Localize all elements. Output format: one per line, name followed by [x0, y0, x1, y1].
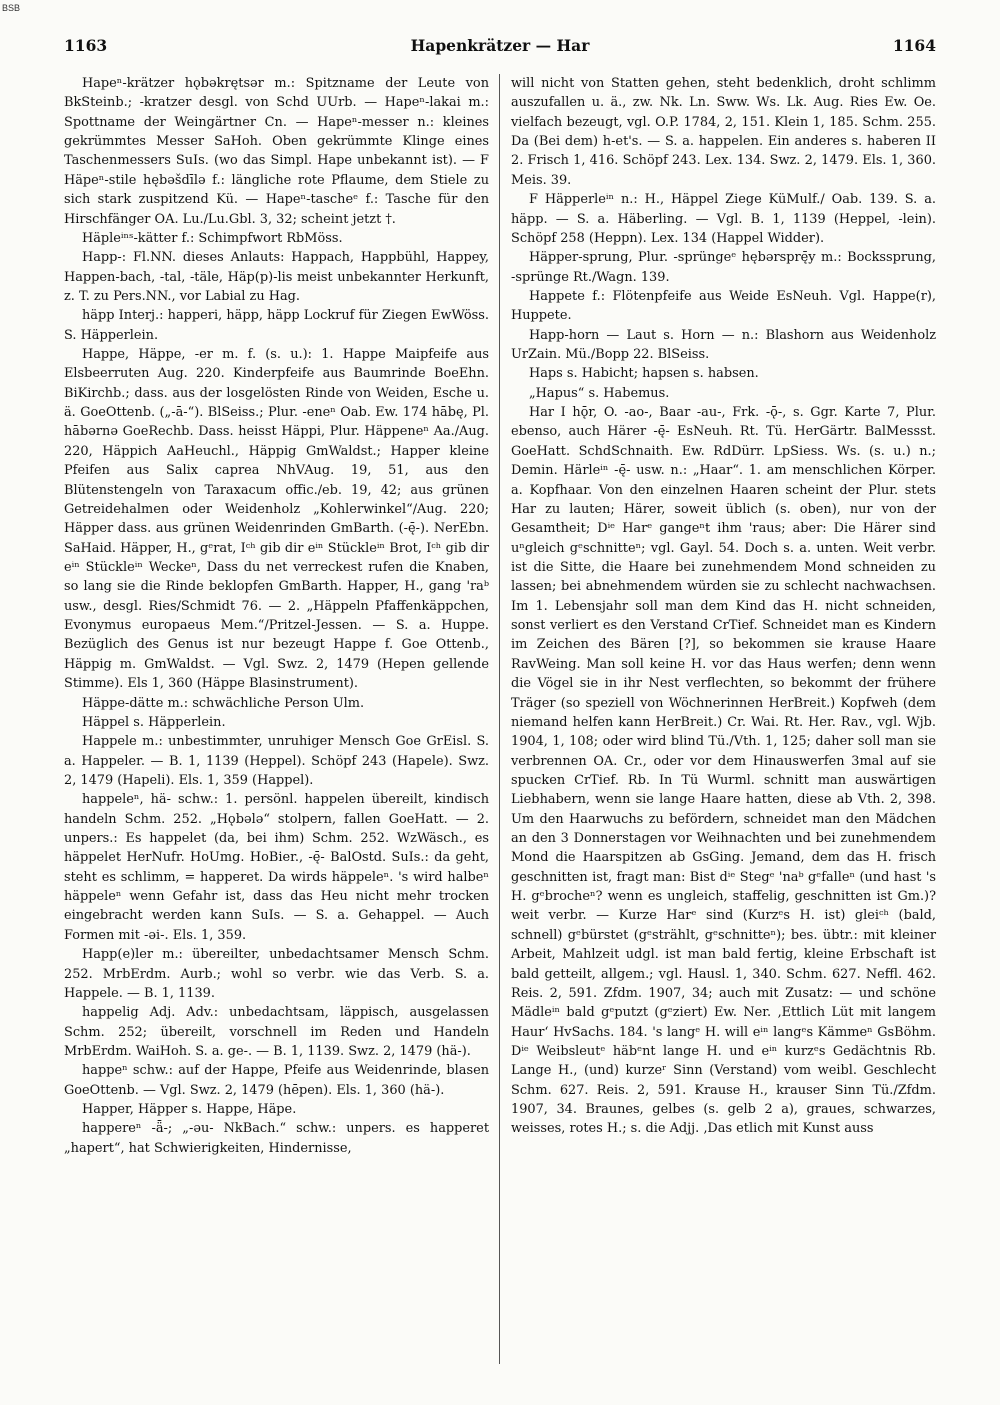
- entry-happ-horn: Happ-horn — Laut s. Horn — n.: Blashorn aus Weidenholz UrZain. Mü./Bopp 22. BlSeiss.: [511, 327, 936, 363]
- entry-har: Har I hǭr, O. -ao-, Baar -au-, Frk. -ǭ-, s. Ggr. Karte 7, Plur. ebenso, auch Härer -ę̄- EsNeuh. Rt. Tü. HerGärtr. BalMessst. GoeHatt. SchdSchnaith. Ew. RdDürr. LpSiess. Ws. (s. u.) n.; Demin. Härleⁱⁿ -ę̄- usw. n.: „Haar“. 1. am menschlichen Körper. a. Kopfhaar. Von den einzelnen Haaren scheint der Plur. stets Har zu lauten; Härer, soweit üblich (s. oben), nur von der Gesamtheit; Dⁱᵉ Harᵉ gangeⁿt ihm 'raus; aber: Die Härer sind uⁿgleich gᵉschnitteⁿ; vgl. Gayl. 54. Doch s. a. unten. Weit verbr. ist die Sitte, die Haare bei zunehmendem Mond schneiden zu lassen; bei abnehmendem würden sie zu schlecht nachwachsen. Im 1. Lebensjahr soll man dem Kind das H. nicht schneiden, sonst verliert es den Verstand CrTief. Schneidet man es Kindern im Zeichen des Bären [?], so bekommen sie krause Haare RavWeing. Man soll keine H. vor das Haus werfen; denn wenn die Vögel sie in ihr Nest verflechten, so bekommt der frühere Träger (so speziell von Wöchnerinnen HerBreit.) Kopfweh (dem niemand helfen kann HerBreit.) Cr. Wai. Rt. Her. Rav., vgl. Wjb. 1904, 1, 108; oder wird blind Tü./Vth. 1, 125; daher soll man sie verbrennen OA. Cr., oder vor dem Hinauswerfen 3mal auf sie spucken CrTief. Rb. In Tü Wurml. schnitt man auswärtigen Liebhabern, wenn sie lange Haare hatten, diese ab Vth. 2, 398. Um den Haarwuchs zu befördern, schneidet man den Mädchen an den 3 Donnerstagen vor Weihnachten und bei zunehmendem Mond die Haarspitzen ab GsGing. Jemand, dem das H. frisch geschnitten ist, fragt man: Bist dⁱᵉ Stegᵉ 'naᵇ gᵉfalleⁿ (und hast 's H. gᵉbrocheⁿ? wenn es ungleich, staffelig, geschnitten ist Gm.)? weit verbr. — Kurze Harᵉ sind (Kurzᵉs H. ist) gleiᶜʰ (bald, schnell) gᵉbürstet (gᵉstrählt, gᵉschnitteⁿ); bes. übtr.: mit kleiner Arbeit, Mahlzeit udgl. ist man bald fertig, kleine Erbschaft ist bald getteilt, allgem.; vgl. Hausl. 1, 340. Schm. 627. Neffl. 462. Reis. 2, 591. Zfdm. 1907, 34; auch mit Zusatz: — und schöne Mädleⁱⁿ bald gᵉputzt (gᵉziert) Ew. Ner. ‚Ettlich Lüt mit langem Haur‘ HvSachs. 184. 's langᵉ H. will eⁱⁿ langᵉs Kämmeⁿ GsBöhm. Dⁱᵉ Weibsleutᵉ häbᵉnt lange H. und eⁱⁿ kurzᵉs Gedächtnis Rb. Lange H., (und) kurzeʳ Sinn (Verstand) vom weibl. Geschlecht Schm. 627. Reis. 2, 591. Krause H., krauser Sinn Tü./Zfdm. 1907, 34. Braunes, gelbes (s. gelb 2 a), graues, schwarzes, weisses, rotes H.; s. die Adjj. ‚Das etlich mit Kunst auss: [511, 405, 936, 1137]
- entry-haepp-interj: häpp Interj.: happeri, häpp, häpp Lockruf für Ziegen EwWöss. S. Häpperlein.: [64, 308, 489, 343]
- entry-happelen: happeleⁿ, hä- schw.: 1. persönl. happelen übereilt, kindisch handeln Schm. 252. „Hǫbələ“ stolpern, fallen GoeHatt. — 2. unpers.: Es happelet (da, bei ihm) Schm. 252. WzWäsch., es häppelet HerNufr. HoUmg. HoBier., -ę̄- BalOstd. SuIs.: da geht, steht es schlimm, = happeret. Da wirds häppeleⁿ. 's wird halbeⁿ häppeleⁿ wenn Gefahr ist, dass das Heu nicht mehr trocken eingebracht werden kann SuIs. — S. a. Gehappel. — Auch Formen mit -əi-. Els. 1, 359.: [64, 792, 489, 943]
- entry-happ: Happ-: Fl.NN. dieses Anlauts: Happach, Happbühl, Happey, Happen-bach, -tal, -täle, Häp(p)-lis meist unbekannter Herkunft, z. T. zu Pers.NN., vor Labial zu Hag.: [64, 250, 489, 304]
- left-column: [64, 74, 489, 1158]
- running-title: Hapenkrätzer — Har: [410, 36, 590, 55]
- library-stamp: BSB: [2, 3, 21, 13]
- entry-hapus: „Hapus“ s. Habemus.: [529, 385, 670, 401]
- entry-haepper-sprung: Häpper-sprung, Plur. -sprüngeᵉ hębərsprę̄y m.: Bockssprung, -sprünge Rt./Wagn. 139.: [511, 250, 936, 285]
- entry-happeren: happereⁿ -ǟ-; „-əu- NkBach.“ schw.: unpers. es happeret „hapert“, hat Schwierigkeiten, Hindernisse,: [64, 1121, 489, 1156]
- entry-happele: Happele m.: unbestimmter, unruhiger Mensch Goe GrEisl. S. a. Happeler. — B. 1, 1139 (Heppel). Schöpf 243 (Hapele). Swz. 2, 1479 (Hapeli). Els. 1, 359 (Happel).: [64, 734, 489, 788]
- entry-happeren-continued: will nicht von Statten gehen, steht bedenklich, droht schlimm auszufallen u. ä., zw. Nk. Ln. Sww. Ws. Lk. Aug. Ries Ew. Oe. vielfach bezeugt, vgl. O.P. 1784, 2, 151. Klein 1, 185. Schm. 255. Da (Bei dem) h-et's. — S. a. happelen. Ein anderes s. haberen II 2. Frisch 1, 416. Schöpf 243. Lex. 134. Swz. 2, 1479. Els. 1, 360. Meis. 39.: [511, 76, 936, 188]
- entry-haps: Haps s. Habicht; hapsen s. habsen.: [529, 366, 759, 382]
- entry-happer: Happer, Häpper s. Happe, Häpe.: [82, 1102, 297, 1118]
- entry-happen: happeⁿ schw.: auf der Happe, Pfeife aus Weidenrinde, blasen GoeOttenb. — Vgl. Swz. 2, 1479 (hēpen). Els. 1, 360 (hä-).: [64, 1063, 489, 1098]
- page-number-right: 1164: [892, 36, 936, 55]
- entry-happeler: Happ(e)ler m.: übereilter, unbedachtsamer Mensch Schm. 252. MrbErdm. Aurb.; wohl so verbr. wie das Verb. S. a. Happele. — B. 1, 1139.: [64, 947, 489, 1001]
- column-divider: [499, 74, 500, 1364]
- right-column: [511, 74, 936, 1139]
- page-header: [64, 36, 936, 58]
- entry-haeppel: Häppel s. Häpperlein.: [82, 714, 226, 730]
- entry-haepperlein: F Häpperleⁱⁿ n.: H., Häppel Ziege KüMulf./ Oab. 139. S. a. häpp. — S. a. Häberling. — Vgl. B. 1, 1139 (Heppel, -lein). Schöpf 258 (Heppn). Lex. 134 (Happel Widder).: [511, 192, 936, 246]
- header-rule: [64, 62, 936, 63]
- entry-hapen-kraetzer: Hapeⁿ-krätzer hǫbəkrętsər m.: Spitzname der Leute von BkSteinb.; -kratzer desgl. von Schd UUrb. — Hapeⁿ-lakai m.: Spottname der Weingärtner Cn. — Hapeⁿ-messer n.: kleines gekrümmtes Messer SaHoh. Oben gekrümmte Klinge eines Taschenmessers SuIs. (wo das Simpl. Hape unbekannt ist). — F Häpeⁿ-stile hębəšdīlə f.: längliche rote Pflaume, dem Stiele zu sich stark zuspitzend Kü. — Hapeⁿ-tascheᵉ f.: Tasche für den Hirschfänger OA. Lu./Lu.Gbl. 3, 32; scheint jetzt †.: [64, 76, 489, 227]
- entry-haeppe-daette: Häppe-dätte m.: schwächliche Person Ulm.: [82, 695, 365, 711]
- entry-happe: Happe, Häppe, -er m. f. (s. u.): 1. Happe Maipfeife aus Elsbeerruten Aug. 220. Kinderpfeife aus Baumrinde BoeEhn. BiKirchb.; dass. aus der losgelösten Rinde von Weiden, Esche u. ä. GoeOttenb. („-ā-“). BlSeiss.; Plur. -eneⁿ Oab. Ew. 174 hābę, Pl. hābərnə GoeRechb. Dass. heisst Häppi, Plur. Häppeneⁿ Aa./Aug. 220, Häppich AaHeuchl., Häppig GmWaldst.; Happer kleine Pfeifen aus Salix caprea NhVAug. 19, 51, aus den Blütenstengeln von Taraxacum offic./eb. 19, 42; aus grünen Getreidehalmen oder Weidenholz „Kohlerwinkel“/Aug. 220; Häpper dass. aus grünen Weidenrinden GmBarth. (-ę̄-). NerEbn. SaHaid. Häpper, H., gᵉrat, Iᶜʰ gib dir eⁱⁿ Stückleⁱⁿ Brot, Iᶜʰ gib dir eⁱⁿ Stückleⁱⁿ Weckeⁿ, Dass du net verreckest rufen die Knaben, so lang sie die Rinde beklopfen GmBarth. Happer, H., gang 'raᵇ usw., desgl. Ries/Schmidt 76. — 2. „Häppeln Pfaffenkäppchen, Evonymus europaeus Mem.“/Pritzel-Jessen. — S. a. Huppe. Bezüglich des Genus ist nur bezeugt Happe f. Goe Ottenb., Häppig m. GmWaldst. — Vgl. Swz. 2, 1479 (Hepen gellende Stimme). Els 1, 360 (Häppe Blasinstrument).: [64, 347, 489, 692]
- entry-haeplein-kaetter: Häpleⁱⁿˢ-kätter f.: Schimpfwort RbMöss.: [82, 230, 343, 246]
- entry-happete: Happete f.: Flötenpfeife aus Weide EsNeuh. Vgl. Happe(r), Huppete.: [511, 288, 936, 324]
- entry-happelig: happelig Adj. Adv.: unbedachtsam, läppisch, ausgelassen Schm. 252; übereilt, vorschnell im Reden und Handeln MrbErdm. WaiHoh. S. a. ge-. — B. 1, 1139. Swz. 2, 1479 (hä-).: [64, 1005, 489, 1059]
- page-number-left: 1163: [64, 36, 108, 55]
